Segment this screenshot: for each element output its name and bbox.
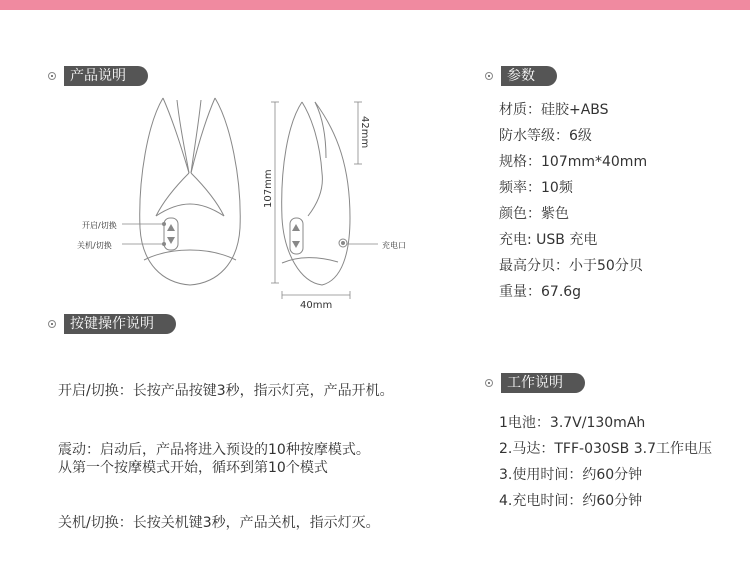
op-vibration-line2: 从第一个按摩模式开始，循环到第10个模式 xyxy=(58,460,328,476)
work-battery: 1电池：3.7V/130mAh xyxy=(499,415,646,431)
heading-button-ops xyxy=(48,314,176,334)
callout-lines xyxy=(122,222,166,245)
param-waterproof: 防水等级：6级 xyxy=(499,128,592,144)
top-dimension-label: 42mm xyxy=(359,116,370,149)
bullet-icon xyxy=(48,72,56,80)
on-switch-label: 开启/切换 xyxy=(82,221,117,230)
side-view-buttons xyxy=(292,224,300,248)
product-diagram xyxy=(60,88,406,311)
side-view-outline xyxy=(282,102,350,285)
work-motor: 2.马达：TFF-030SB 3.7工作电压 xyxy=(499,441,712,457)
front-view-outline xyxy=(140,98,240,285)
heading-work xyxy=(485,373,585,393)
bullet-icon xyxy=(485,379,493,387)
top-accent-bar xyxy=(0,0,750,10)
width-dimension-label: 40mm xyxy=(300,300,333,311)
heading-label: 按键操作说明 xyxy=(64,314,176,334)
op-power-on: 开启/切换：长按产品按键3秒，指示灯亮，产品开机。 xyxy=(58,383,394,399)
heading-label: 工作说明 xyxy=(501,373,585,393)
param-frequency: 频率：10频 xyxy=(499,180,573,196)
param-charging: 充电: USB 充电 xyxy=(499,232,598,248)
bullet-icon xyxy=(48,320,56,328)
work-usage-time: 3.使用时间：约60分钟 xyxy=(499,467,643,483)
height-dimension-label: 107mm xyxy=(263,169,274,208)
op-power-off: 关机/切换：长按关机键3秒，产品关机，指示灯灭。 xyxy=(58,515,380,531)
bullet-icon xyxy=(485,72,493,80)
off-switch-label: 关机/切换 xyxy=(77,241,112,250)
op-vibration-line1: 震动：启动后，产品将进入预设的10种按摩模式。 xyxy=(58,442,370,458)
dimension-lines xyxy=(271,102,362,299)
params-list xyxy=(499,100,647,308)
param-max-decibel: 最高分贝：小于50分贝 xyxy=(499,258,643,274)
heading-label: 产品说明 xyxy=(64,66,148,86)
charge-port-label: 充电口 xyxy=(382,241,406,250)
param-material: 材质：硅胶+ABS xyxy=(499,102,609,118)
heading-product-desc xyxy=(48,66,148,86)
param-size: 规格：107mm*40mm xyxy=(499,154,648,170)
front-view-buttons xyxy=(167,224,175,244)
heading-label: 参数 xyxy=(501,66,557,86)
param-weight: 重量：67.6g xyxy=(499,284,582,300)
work-charge-time: 4.充电时间：约60分钟 xyxy=(499,493,643,509)
heading-params xyxy=(485,66,557,86)
param-color: 颜色：紫色 xyxy=(499,206,569,222)
work-list xyxy=(499,413,712,517)
